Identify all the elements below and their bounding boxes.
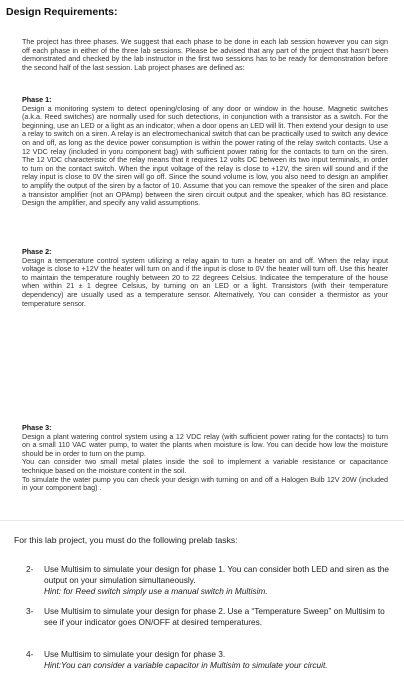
task-hint: Hint: for Reed switch simply use a manual switch in Multisim.: [44, 586, 268, 596]
phase-1-section: [22, 96, 388, 208]
task-number: 3-: [26, 606, 34, 616]
phase-3-text-2: You can consider two small metal plates inside the soil to implement a variable resistance or capacitance technique based on the moisture content in the soil.: [22, 457, 388, 475]
phase-1-text: Design a monitoring system to detect opening/closing of any door or window in the house. Magnetic switches (a.k.a. Reed switches) are normally used for such detections, in conjunction with a transistor as a switch. For the beginning, use an LED or a light as an indicator; when a door opens an LED will lit. Then extend your design to use a relay to switch on a siren. A relay is an electromechanical switch that can be practically used to switch any device on and off, as long as the device power consumption is within the power rating of the relay switch contacts. Use a 12 VDC relay (included in yoru component bag) with sufficient power rating for the contacts to turn on the siren. The 12 VDC characteristic of the relay means that it requires 12 volts DC between its two input terminals, in order to turn on the contact switch. When the input voltage of the relay is close to +12V, the siren will sound and if the relay input is close to 0V the siren will go off. Since the sound volume is low, you also need to design an amplifier to amplify the output of the siren by a factor of 10. Assume that you can remove the speaker of the siren and place a transistor amplifier (not an OPAmp) between the siren circuit output and the speaker, which has 8Ω resistance. Design the amplifier, and specify any valid assumptions.: [22, 103, 388, 208]
phase-2-text: Design a temperature control system utilizing a relay again to turn a heater on and off. When the relay input voltage is close to +12V the heater will turn on and if the input is close to 0V the heater will turn off. Use this heater to maintain the temperature roughly between 20 to 22 degrees Celsius. Indicatee the temperature of the house when within 21 ± 1 degree Celsius, by turning on an LED or a light. Transistors (with their temperature dependency) are usually used as a temperature sensor. Alternatively, You can consider a thermistor as your temperature sensor.: [22, 255, 388, 308]
phase-2-section: [22, 248, 388, 308]
prelab-tasks-section: [0, 521, 404, 700]
task-text: Use Multisim to simulate your design for phase 2. Use a “Temperature Sweep” on Multisim to see if your indicator goes ON/OFF at desired temperatures.: [44, 606, 385, 627]
task-item: [26, 606, 392, 628]
tasks-intro: For this lab project, you must do the following prelab tasks:: [14, 535, 238, 545]
phase-1-title: Phase 1:: [22, 95, 52, 104]
phase-3-section: [22, 424, 388, 493]
task-text: Use Multisim to simulate your design for phase 1. You can consider both LED and siren as the output on your simulation simultaneously.: [44, 564, 389, 585]
phase-3-text-3: To simulate the water pump you can check your design with turning on and off a Halogen Bulb 12V 20W (included in your component bag) .: [22, 474, 388, 493]
task-text: Use Multisim to simulate your design for phase 3.: [44, 649, 226, 659]
intro-paragraph: [22, 38, 388, 72]
task-item: [26, 649, 392, 671]
task-item: [26, 564, 392, 597]
design-requirements-heading: Design Requirements:: [6, 6, 118, 18]
task-number: 4-: [26, 649, 34, 659]
task-number: 2-: [26, 564, 34, 574]
phase-2-title: Phase 2:: [22, 247, 52, 256]
task-hint: Hint:You can consider a variable capacitor in Multisim to simulate your circuit.: [44, 660, 328, 670]
phase-3-title: Phase 3:: [22, 423, 52, 432]
phase-3-text-1: Design a plant watering control system using a 12 VDC relay (with sufficient power rating for the contacts) to turn on a small 110 VAC water pump, to water the plants when moisture is low. You can decide how low the moisture should be in order to turn on the pump.: [22, 431, 388, 458]
intro-text: The project has three phases. We suggest that each phase to be done in each lab session however you can sign off each phase in either of the three lab sessions. Please be advised that any part of the project that hasn't been demonstrated and checked by the lab instructor in the first two sessions has to be ready for demonstration before the second half of the last session. Lab project phases are defined as:: [22, 37, 388, 72]
